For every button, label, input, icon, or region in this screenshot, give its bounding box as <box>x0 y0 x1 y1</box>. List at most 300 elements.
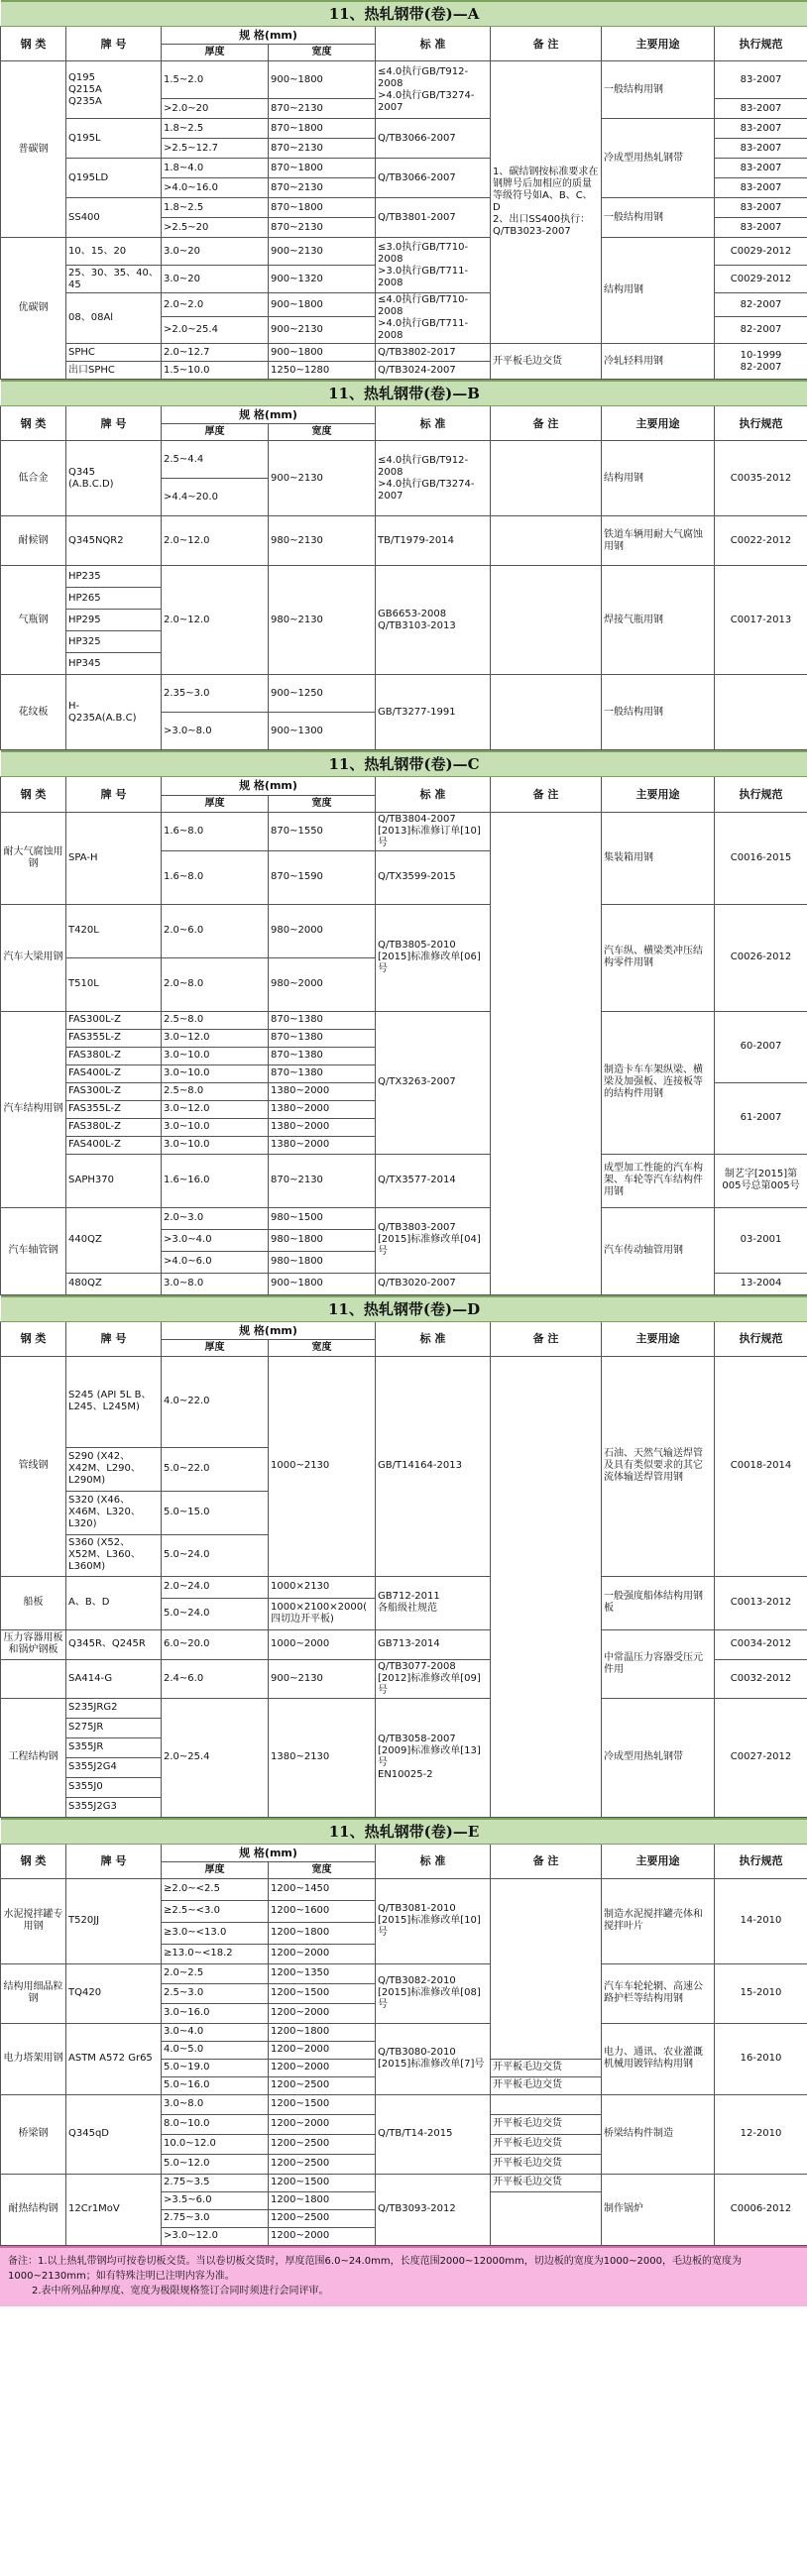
header-brand: 牌 号 <box>66 27 162 61</box>
cell-thickness: 2.5~4.4 <box>162 441 269 479</box>
cell-thickness: 2.5~3.0 <box>162 1983 269 2003</box>
header-spec: 规 格(mm) <box>162 1321 376 1339</box>
header-spec: 规 格(mm) <box>162 27 376 45</box>
cell-brand: S245 (API 5L B、L245、L245M) <box>66 1356 162 1447</box>
cell-standard: Q/TB3081-2010 [2015]标准修改单[10]号 <box>376 1878 491 1963</box>
cell-width: 980~1500 <box>269 1207 376 1229</box>
header-thickness: 厚度 <box>162 795 269 812</box>
cell-brand: Q345R、Q245R <box>66 1629 162 1659</box>
header-grade: 钢 类 <box>1 777 66 812</box>
table-row <box>1 1207 807 1229</box>
cell-thickness: 1.5~10.0 <box>162 362 269 380</box>
footnote <box>0 2246 807 2306</box>
cell-norm: 12-2010 <box>715 2094 807 2174</box>
cell-thickness: 3.0~12.0 <box>162 1100 269 1118</box>
cell-standard: GB/T14164-2013 <box>376 1356 491 1576</box>
cell-thickness: 2.0~12.7 <box>162 344 269 362</box>
cell-norm: C0013-2012 <box>715 1576 807 1629</box>
cell-norm: C0018-2014 <box>715 1356 807 1576</box>
cell-remark: 开平板毛边交货 <box>491 2174 602 2191</box>
cell-norm: 83-2007 <box>715 198 807 218</box>
cell-usage: 汽车车轮轮辋、高速公路护栏等结构用钢 <box>602 1963 715 2023</box>
cell-remark <box>491 516 602 566</box>
cell-norm: 83-2007 <box>715 178 807 198</box>
header-norm: 执行规范 <box>715 1844 807 1878</box>
cell-brand: SPA-H <box>66 812 162 904</box>
cell-width: 1200~2000 <box>269 2003 376 2023</box>
table-row <box>1 1698 807 1718</box>
header-grade: 钢 类 <box>1 27 66 61</box>
cell-thickness: 1.8~2.5 <box>162 198 269 218</box>
cell-remark <box>491 566 602 675</box>
cell-width: 1380~2130 <box>269 1698 376 1817</box>
header-usage: 主要用途 <box>602 1321 715 1356</box>
cell-norm: 83-2007 <box>715 218 807 238</box>
cell-thickness: 3.0~10.0 <box>162 1047 269 1064</box>
cell-thickness: >4.0~6.0 <box>162 1251 269 1273</box>
cell-width: 1200~1500 <box>269 1983 376 2003</box>
header-grade: 钢 类 <box>1 1321 66 1356</box>
cell-norm: 16-2010 <box>715 2023 807 2094</box>
cell-brand: S355J2G3 <box>66 1797 162 1817</box>
cell-width: 1200~2000 <box>269 2114 376 2134</box>
cell-width: 870~1590 <box>269 850 376 904</box>
cell-brand: 08、08Al <box>66 293 162 344</box>
cell-standard: Q/TX3263-2007 <box>376 1011 491 1154</box>
cell-brand: Q195 Q215A Q235A <box>66 61 162 119</box>
table-row <box>1 1629 807 1659</box>
cell-remark: 开平板毛边交货 <box>491 2076 602 2094</box>
cell-brand: SAPH370 <box>66 1154 162 1207</box>
header-grade: 钢 类 <box>1 406 66 441</box>
cell-usage: 汽车传动轴管用钢 <box>602 1207 715 1294</box>
cell-standard: GB713-2014 <box>376 1629 491 1659</box>
cell-width: 870~2130 <box>269 178 376 198</box>
cell-norm: C0026-2012 <box>715 904 807 1011</box>
cell-standard: ≤4.0执行GB/T710-2008 >4.0执行GB/T711-2008 <box>376 293 491 344</box>
cell-thickness: 3.0~8.0 <box>162 2094 269 2114</box>
cell-grade: 低合金 <box>1 441 66 516</box>
cell-standard: Q/TB3058-2007 [2009]标准修改单[13]号 EN10025-2 <box>376 1698 491 1817</box>
cell-thickness: 5.0~24.0 <box>162 1534 269 1576</box>
cell-width: 1200~2000 <box>269 1944 376 1963</box>
cell-thickness: 8.0~10.0 <box>162 2114 269 2134</box>
cell-remark: 开平板毛边交货 <box>491 2059 602 2076</box>
cell-norm: 83-2007 <box>715 61 807 99</box>
header-standard: 标 准 <box>376 27 491 61</box>
cell-thickness: 3.0~12.0 <box>162 1029 269 1047</box>
header-grade: 钢 类 <box>1 1844 66 1878</box>
cell-remark: 1、碳结钢按标准要求在钢牌号后加相应的质量等级符号如A、B、C、D 2、出口SS400执行：Q/TB3023-2007 <box>491 61 602 344</box>
cell-usage: 一般强度船体结构用钢板 <box>602 1576 715 1629</box>
cell-standard: Q/TB3024-2007 <box>376 362 491 380</box>
cell-brand: Q195L <box>66 119 162 159</box>
cell-grade <box>1 1659 66 1698</box>
cell-norm: C0017-2013 <box>715 566 807 675</box>
cell-standard: ≤3.0执行GB/T710-2008 >3.0执行GB/T711-2008 <box>376 238 491 293</box>
cell-width: 1200~1800 <box>269 2023 376 2041</box>
cell-width: 1200~2000 <box>269 2227 376 2245</box>
header-spec: 规 格(mm) <box>162 1844 376 1861</box>
cell-width: 980~2000 <box>269 957 376 1011</box>
cell-remark: 开平板毛边交货 <box>491 344 602 380</box>
cell-width: 1000~2130 <box>269 1356 376 1576</box>
cell-brand: SA414-G <box>66 1659 162 1698</box>
cell-usage: 制造卡车车架纵梁、横梁及加强板、连接板等的结构件用钢 <box>602 1011 715 1154</box>
cell-thickness: 2.0~8.0 <box>162 957 269 1011</box>
cell-brand: Q345qD <box>66 2094 162 2174</box>
cell-standard: Q/TB3066-2007 <box>376 159 491 198</box>
cell-thickness: 2.0~6.0 <box>162 904 269 957</box>
table-row <box>1 516 807 566</box>
cell-thickness: 3.0~4.0 <box>162 2023 269 2041</box>
header-thickness: 厚度 <box>162 1861 269 1878</box>
cell-thickness: 2.0~12.0 <box>162 566 269 675</box>
cell-thickness: 2.0~24.0 <box>162 1576 269 1598</box>
cell-usage: 汽车纵、横梁类冲压结构零件用钢 <box>602 904 715 1011</box>
cell-norm: C0022-2012 <box>715 516 807 566</box>
cell-norm: C0032-2012 <box>715 1659 807 1698</box>
header-brand: 牌 号 <box>66 777 162 812</box>
cell-standard: Q/TB3801-2007 <box>376 198 491 238</box>
cell-thickness: 4.0~5.0 <box>162 2041 269 2059</box>
cell-thickness: 3.0~20 <box>162 238 269 266</box>
cell-brand: FAS400L-Z <box>66 1064 162 1082</box>
header-norm: 执行规范 <box>715 777 807 812</box>
cell-remark <box>491 812 602 1294</box>
cell-width: 900~1320 <box>269 266 376 293</box>
header-brand: 牌 号 <box>66 406 162 441</box>
cell-width: 870~1380 <box>269 1064 376 1082</box>
cell-norm: 10-1999 82-2007 <box>715 344 807 380</box>
cell-norm: C0035-2012 <box>715 441 807 516</box>
cell-thickness: 5.0~24.0 <box>162 1598 269 1629</box>
cell-width: 980~2130 <box>269 516 376 566</box>
spec-table-d <box>0 1295 807 1818</box>
cell-usage: 中常温压力容器受压元件用 <box>602 1629 715 1698</box>
cell-thickness: 3.0~10.0 <box>162 1118 269 1136</box>
header-standard: 标 准 <box>376 1844 491 1878</box>
section-title: 11、热轧钢带(卷)—C <box>1 751 807 777</box>
cell-standard: GB/T3277-1991 <box>376 675 491 750</box>
cell-width: 1200~2500 <box>269 2134 376 2154</box>
cell-usage: 结构用钢 <box>602 238 715 344</box>
header-width: 宽度 <box>269 424 376 441</box>
cell-thickness: >4.0~16.0 <box>162 178 269 198</box>
cell-standard: Q/TB/T14-2015 <box>376 2094 491 2174</box>
cell-brand: Q345 (A.B.C.D) <box>66 441 162 516</box>
cell-standard: Q/TB3077-2008 [2012]标准修改单[09]号 <box>376 1659 491 1698</box>
cell-width: 870~2130 <box>269 218 376 238</box>
cell-thickness: 2.75~3.0 <box>162 2209 269 2227</box>
cell-norm: 83-2007 <box>715 99 807 119</box>
cell-brand: ASTM A572 Gr65 <box>66 2023 162 2094</box>
cell-grade: 耐候钢 <box>1 516 66 566</box>
cell-norm: 83-2007 <box>715 159 807 178</box>
cell-width: 1380~2000 <box>269 1082 376 1100</box>
cell-norm: C0029-2012 <box>715 238 807 266</box>
cell-brand: 440QZ <box>66 1207 162 1273</box>
cell-width: 1200~1350 <box>269 1963 376 1983</box>
cell-usage: 桥梁结构件制造 <box>602 2094 715 2174</box>
cell-width: 1380~2000 <box>269 1118 376 1136</box>
cell-thickness: 2.5~8.0 <box>162 1011 269 1029</box>
cell-width: 1200~2500 <box>269 2209 376 2227</box>
cell-brand: H- Q235A(A.B.C) <box>66 675 162 750</box>
section-title: 11、热轧钢带(卷)—E <box>1 1819 807 1845</box>
cell-thickness: 2.35~3.0 <box>162 675 269 713</box>
cell-brand: FAS400L-Z <box>66 1136 162 1154</box>
cell-width: 900~1800 <box>269 293 376 317</box>
table-row <box>1 812 807 850</box>
cell-width: 900~2130 <box>269 1659 376 1698</box>
cell-brand: 25、30、35、40、45 <box>66 266 162 293</box>
cell-standard: Q/TB3066-2007 <box>376 119 491 159</box>
cell-width: 900~1300 <box>269 713 376 750</box>
cell-standard: Q/TX3599-2015 <box>376 850 491 904</box>
cell-usage: 铁道车辆用耐大气腐蚀用钢 <box>602 516 715 566</box>
cell-usage: 制作锅炉 <box>602 2174 715 2245</box>
cell-thickness: >2.5~20 <box>162 218 269 238</box>
cell-brand: S355J0 <box>66 1777 162 1797</box>
header-usage: 主要用途 <box>602 777 715 812</box>
cell-thickness: 5.0~16.0 <box>162 2076 269 2094</box>
cell-width: 870~1800 <box>269 198 376 218</box>
cell-brand: FAS380L-Z <box>66 1047 162 1064</box>
spec-table-e <box>0 1818 807 2246</box>
cell-standard: Q/TB3020-2007 <box>376 1273 491 1294</box>
cell-remark <box>491 1878 602 2059</box>
header-thickness: 厚度 <box>162 45 269 61</box>
cell-brand: S360 (X52、X52M、L360、L360M) <box>66 1534 162 1576</box>
cell-thickness: 3.0~16.0 <box>162 2003 269 2023</box>
cell-width: 980~2130 <box>269 566 376 675</box>
cell-grade: 优碳钢 <box>1 238 66 380</box>
cell-usage: 一般结构用钢 <box>602 198 715 238</box>
cell-brand: S320 (X46、X46M、L320、L320) <box>66 1491 162 1534</box>
cell-grade: 结构用细晶粒钢 <box>1 1963 66 2023</box>
table-row <box>1 1963 807 1983</box>
cell-grade: 花纹板 <box>1 675 66 750</box>
cell-brand: S355J2G4 <box>66 1757 162 1777</box>
cell-remark: 开平板毛边交货 <box>491 2114 602 2134</box>
cell-norm: 60-2007 <box>715 1011 807 1082</box>
cell-thickness: ≥2.5~<3.0 <box>162 1900 269 1922</box>
table-row <box>1 344 807 362</box>
header-norm: 执行规范 <box>715 27 807 61</box>
cell-width: 870~2130 <box>269 139 376 159</box>
cell-width: 870~1800 <box>269 159 376 178</box>
cell-width: 1000×2130 <box>269 1576 376 1598</box>
cell-brand: HP235 <box>66 566 162 588</box>
cell-width: 900~1800 <box>269 61 376 99</box>
cell-thickness: 1.6~16.0 <box>162 1154 269 1207</box>
cell-brand: A、B、D <box>66 1576 162 1629</box>
cell-standard: Q/TB3082-2010 [2015]标准修改单[08]号 <box>376 1963 491 2023</box>
cell-standard: Q/TB3093-2012 <box>376 2174 491 2245</box>
header-brand: 牌 号 <box>66 1844 162 1878</box>
cell-norm: 制艺字[2015]第005号总第005号 <box>715 1154 807 1207</box>
cell-thickness: 5.0~22.0 <box>162 1447 269 1491</box>
cell-width: 1380~2000 <box>269 1100 376 1118</box>
cell-brand: FAS355L-Z <box>66 1029 162 1047</box>
section-title: 11、热轧钢带(卷)—A <box>1 1 807 27</box>
cell-brand: FAS300L-Z <box>66 1011 162 1029</box>
cell-norm: 13-2004 <box>715 1273 807 1294</box>
cell-width: 870~2130 <box>269 99 376 119</box>
cell-width: 1000~2000 <box>269 1629 376 1659</box>
spec-table-b <box>0 380 807 750</box>
table-row <box>1 1011 807 1029</box>
cell-grade: 桥梁钢 <box>1 2094 66 2174</box>
cell-norm: 83-2007 <box>715 139 807 159</box>
section-title: 11、热轧钢带(卷)—B <box>1 381 807 406</box>
cell-brand: 12Cr1MoV <box>66 2174 162 2245</box>
cell-grade: 耐大气腐蚀用钢 <box>1 812 66 904</box>
cell-brand: 10、15、20 <box>66 238 162 266</box>
cell-standard: Q/TB3804-2007 [2013]标准修订单[10]号 <box>376 812 491 850</box>
cell-width: 980~2000 <box>269 904 376 957</box>
header-remark: 备 注 <box>491 1321 602 1356</box>
cell-width: 1200~2000 <box>269 2059 376 2076</box>
cell-standard: GB712-2011 各船级社规范 <box>376 1576 491 1629</box>
cell-remark <box>491 675 602 750</box>
table-row <box>1 2174 807 2191</box>
cell-norm: C0034-2012 <box>715 1629 807 1659</box>
table-row <box>1 441 807 479</box>
cell-width: 1250~1280 <box>269 362 376 380</box>
cell-usage: 焊接气瓶用钢 <box>602 566 715 675</box>
section-title: 11、热轧钢带(卷)—D <box>1 1296 807 1322</box>
cell-brand: 出口SPHC <box>66 362 162 380</box>
table-row <box>1 119 807 139</box>
cell-brand: SS400 <box>66 198 162 238</box>
cell-brand: T510L <box>66 957 162 1011</box>
cell-standard: ≤4.0执行GB/T912-2008 >4.0执行GB/T3274-2007 <box>376 61 491 119</box>
cell-width: 1200~1500 <box>269 2094 376 2114</box>
cell-grade: 船板 <box>1 1576 66 1629</box>
header-thickness: 厚度 <box>162 1339 269 1356</box>
cell-usage: 石油、天然气输送焊管及具有类似要求的其它流体输送焊管用钢 <box>602 1356 715 1576</box>
cell-standard: Q/TB3802-2017 <box>376 344 491 362</box>
header-standard: 标 准 <box>376 777 491 812</box>
cell-thickness: 3.0~10.0 <box>162 1064 269 1082</box>
cell-usage: 冷成型用热轧钢带 <box>602 119 715 198</box>
cell-thickness: ≥2.0~<2.5 <box>162 1878 269 1900</box>
header-norm: 执行规范 <box>715 406 807 441</box>
cell-thickness: >3.0~8.0 <box>162 713 269 750</box>
cell-brand: FAS380L-Z <box>66 1118 162 1136</box>
cell-grade: 管线钢 <box>1 1356 66 1576</box>
cell-norm: 15-2010 <box>715 1963 807 2023</box>
cell-thickness: 4.0~22.0 <box>162 1356 269 1447</box>
cell-width: 1200~2500 <box>269 2154 376 2174</box>
cell-width: 900~1800 <box>269 1273 376 1294</box>
cell-brand: TQ420 <box>66 1963 162 2023</box>
cell-usage: 集装箱用钢 <box>602 812 715 904</box>
cell-norm: C0027-2012 <box>715 1698 807 1817</box>
cell-thickness: ≥3.0~<13.0 <box>162 1922 269 1944</box>
cell-grade: 电力塔架用钢 <box>1 2023 66 2094</box>
cell-brand: S275JR <box>66 1718 162 1737</box>
cell-width: 1200~1500 <box>269 2174 376 2191</box>
cell-thickness: >2.5~12.7 <box>162 139 269 159</box>
cell-brand: HP345 <box>66 653 162 675</box>
cell-width: 900~1800 <box>269 344 376 362</box>
cell-grade: 水泥搅拌罐专用钢 <box>1 1878 66 1963</box>
cell-thickness: >3.0~12.0 <box>162 2227 269 2245</box>
cell-width: 980~1800 <box>269 1251 376 1273</box>
cell-norm <box>715 675 807 750</box>
cell-usage: 结构用钢 <box>602 441 715 516</box>
table-row <box>1 566 807 588</box>
table-row <box>1 238 807 266</box>
header-standard: 标 准 <box>376 406 491 441</box>
footnote-line-1: 备注：1.以上热轧带钢均可按卷切板交货。当以卷切板交货时，厚度范围6.0~24.0mm，长度范围2000~12000mm，切边板的宽度为1000~2000，毛边板的宽度为1000~2130mm；如有特殊注明已注明内容为准。 <box>8 2255 742 2282</box>
cell-grade: 汽车结构用钢 <box>1 1011 66 1207</box>
header-thickness: 厚度 <box>162 424 269 441</box>
header-usage: 主要用途 <box>602 27 715 61</box>
cell-standard: Q/TB3803-2007 [2015]标准修改单[04]号 <box>376 1207 491 1273</box>
cell-thickness: 1.6~8.0 <box>162 850 269 904</box>
cell-thickness: 3.0~8.0 <box>162 1273 269 1294</box>
cell-thickness: 5.0~19.0 <box>162 2059 269 2076</box>
cell-thickness: 2.0~3.0 <box>162 1207 269 1229</box>
cell-standard: GB6653-2008 Q/TB3103-2013 <box>376 566 491 675</box>
cell-thickness: >2.0~20 <box>162 99 269 119</box>
cell-brand: S290 (X42、X42M、L290、L290M) <box>66 1447 162 1491</box>
cell-thickness: >4.4~20.0 <box>162 479 269 516</box>
header-usage: 主要用途 <box>602 1844 715 1878</box>
cell-brand: SPHC <box>66 344 162 362</box>
cell-standard: ≤4.0执行GB/T912-2008 >4.0执行GB/T3274-2007 <box>376 441 491 516</box>
cell-norm: C0006-2012 <box>715 2174 807 2245</box>
cell-standard: Q/TB3080-2010 [2015]标准修改单[7]号 <box>376 2023 491 2094</box>
table-row <box>1 1356 807 1447</box>
cell-thickness: 5.0~15.0 <box>162 1491 269 1534</box>
header-width: 宽度 <box>269 45 376 61</box>
cell-grade: 汽车轴管钢 <box>1 1207 66 1294</box>
cell-thickness: 3.0~20 <box>162 266 269 293</box>
cell-remark <box>491 441 602 516</box>
cell-brand: HP265 <box>66 588 162 610</box>
cell-thickness: 1.6~8.0 <box>162 812 269 850</box>
cell-norm: 83-2007 <box>715 119 807 139</box>
cell-brand: Q195LD <box>66 159 162 198</box>
header-remark: 备 注 <box>491 406 602 441</box>
cell-norm: 14-2010 <box>715 1878 807 1963</box>
cell-brand: 480QZ <box>66 1273 162 1294</box>
cell-width: 870~1380 <box>269 1029 376 1047</box>
header-standard: 标 准 <box>376 1321 491 1356</box>
cell-norm: 03-2001 <box>715 1207 807 1273</box>
cell-width: 1200~1800 <box>269 1922 376 1944</box>
cell-thickness: >2.0~25.4 <box>162 317 269 344</box>
header-remark: 备 注 <box>491 777 602 812</box>
cell-thickness: ≥13.0~<18.2 <box>162 1944 269 1963</box>
cell-thickness: 1.8~2.5 <box>162 119 269 139</box>
cell-thickness: >3.5~6.0 <box>162 2191 269 2209</box>
header-norm: 执行规范 <box>715 1321 807 1356</box>
spec-table-c <box>0 750 807 1294</box>
header-remark: 备 注 <box>491 27 602 61</box>
cell-standard: TB/T1979-2014 <box>376 516 491 566</box>
cell-width: 1200~2500 <box>269 2076 376 2094</box>
cell-norm: C0016-2015 <box>715 812 807 904</box>
cell-standard: Q/TB3805-2010 [2015]标准修改单[06]号 <box>376 904 491 1011</box>
cell-width: 1200~1600 <box>269 1900 376 1922</box>
cell-grade: 汽车大梁用钢 <box>1 904 66 1011</box>
